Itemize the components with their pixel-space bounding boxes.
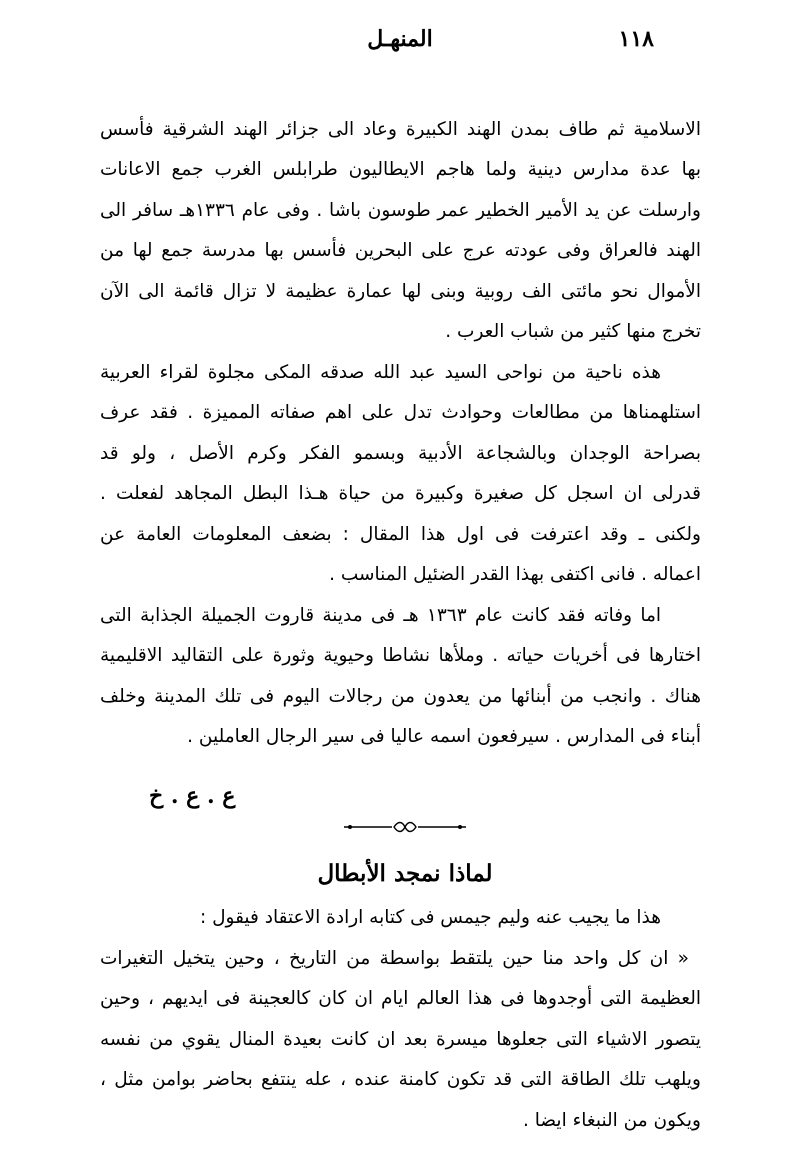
body-line: أبناء فى المدارس . سيرفعون اسمه عاليا فى سير الرجال العاملين . — [187, 726, 701, 747]
body-line: بها عدة مدارس دينية ولما هاجم الايطاليون طرابلس الغرب جمع الاعانات — [100, 159, 701, 180]
quote-line: يتصور الاشياء التى جعلوها ميسرة بعد ان كانت بعيدة المنال يقوي من نفسه — [100, 1029, 701, 1050]
body-line: الأموال نحو مائتى الف روبية وبنى لها عمارة عظيمة لا تزال قائمة الى الآن — [100, 281, 701, 302]
body-line: ولكنى ـ وقد اعترفت فى اول هذا المقال : بضعف المعلومات العامة عن — [100, 524, 701, 545]
quote-line: ويلهب تلك الطاقة التى قد تكون كامنة عنده ، عله ينتفع بحاضر بوامن مثل ، — [100, 1069, 701, 1090]
body-line: اعماله . فانى اكتفى بهذا القدر الضئيل المناسب . — [329, 564, 701, 585]
body-line: بصراحة الوجدان وبالشجاعة الأدبية وبسمو الفكر وكرم الأصل ، ولو قد — [100, 443, 701, 464]
quote-line: ويكون من النبغاء ايضا . — [522, 1110, 701, 1131]
body-line: تخرج منها كثير من شباب العرب . — [445, 321, 701, 342]
ornamental-divider — [340, 820, 470, 834]
body-line: اما وفاته فقد كانت عام ١٣٦٣ هـ فى مدينة قاروت الجميلة الجذابة التى — [100, 605, 661, 626]
body-line: وارسلت عن يد الأمير الخطير عمر طوسون باشا . وفى عام ١٣٣٦هـ سافر الى — [100, 200, 701, 221]
body-line: هذه ناحية من نواحى السيد عبد الله صدقه المكى مجلوة لقراء العربية — [100, 362, 661, 383]
body-line: استلهمناها من مطالعات وحوادث تدل على اهم صفاته المميزة . فقد عرف — [100, 402, 701, 423]
running-title: المنهـل — [367, 26, 433, 52]
body-line: اختارها فى أخريات حياته . وملأها نشاطا وحيوية وثورة على التقاليد الاقليمية — [100, 645, 701, 666]
quote-line: العظيمة التى أوجدوها فى هذا العالم ايام ان كان كالعجينة فى ايديهم ، وحين — [100, 988, 701, 1009]
body-line: هناك . وانجب من أبنائها من يعدون من رجالات اليوم فى تلك المدينة وخلف — [100, 686, 701, 707]
quote-intro-line: هذا ما يجيب عنه وليم جيمس فى كتابه ارادة الاعتقاد فيقول : — [199, 907, 661, 928]
signature-text: ع . ع . خ — [149, 783, 236, 809]
section-heading: لماذا نمجد الأبطال — [317, 860, 493, 887]
body-line: الهند فالعراق وفى عودته عرج على البحرين فأسس بها مدرسة جمع لها من — [100, 240, 701, 261]
quote-line: « ان كل واحد منا حين يلتقط بواسطة من التاريخ ، وحين يتخيل التغيرات — [100, 948, 689, 969]
page-number: ١١٨ — [618, 26, 654, 52]
body-line: قدرلى ان اسجل كل صغيرة وكبيرة من حياة هـذا البطل المجاهد لفعلت . — [100, 483, 701, 504]
body-line: الاسلامية ثم طاف بمدن الهند الكبيرة وعاد الى جزائر الهند الشرقية فأسس — [100, 119, 701, 140]
author-signature — [79, 776, 679, 816]
